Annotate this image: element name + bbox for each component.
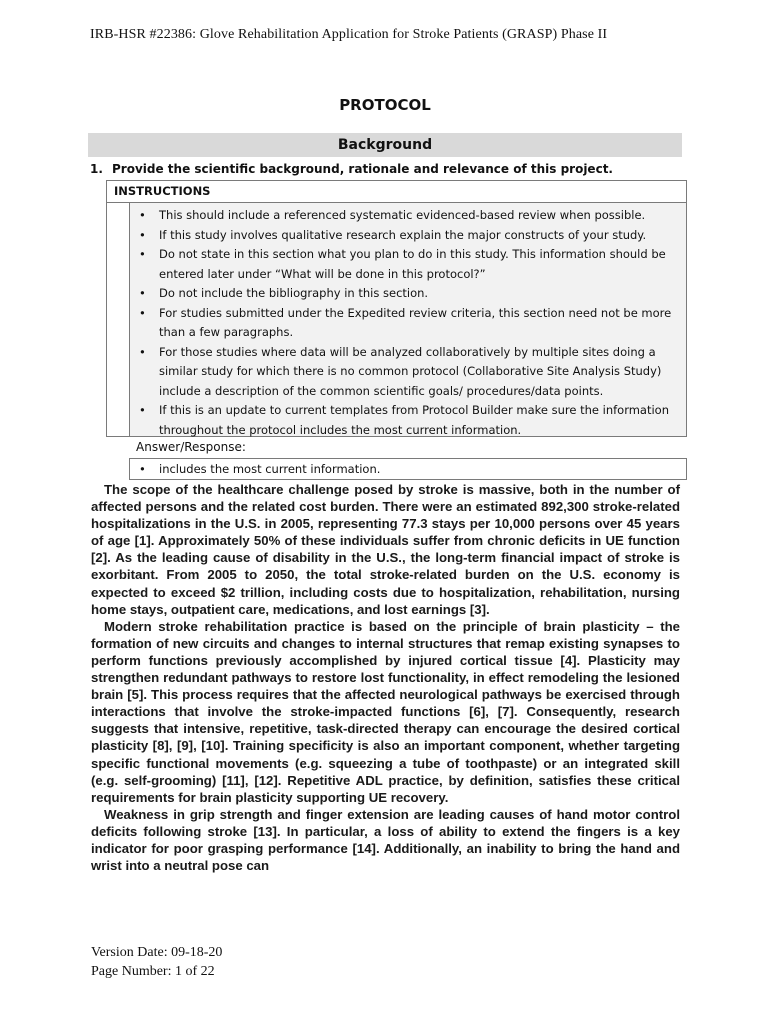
body-paragraph: Modern stroke rehabilitation practice is based on the principle of brain plasticity – the formation of new circuits and changes to internal structures that remap existing synapses to perform functions previously accomplished by injured cortical tissue [4]. Plasticity may strengthen redundant pathways to restore lost functionality, in effect remodeling the lesioned brain [5]. This process requires that the affected neurological pathways be exercised through interactions that involve the stroke-impacted functions [6], [7]. Consequently, research suggests that intensive, repetitive, task-directed therapy can encourage the desired cortical plasticity [8], [9], [10]. Training specificity is also an important component, whether targeting specific functional movements (e.g. squeezing a tube of toothpaste) or an integrated skill (e.g. self-grooming) [11], [12]. Repetitive ADL practice, by definition, satisfies these critical requirements for brain plasticity supporting UE recovery. xyxy=(91,618,680,805)
running-header: IRB-HSR #22386: Glove Rehabilitation Application for Stroke Patients (GRASP) Phase II xyxy=(90,27,608,42)
instruction-item: • If this study involves qualitative research explain the major constructs of your study. xyxy=(139,226,684,246)
answer-text: includes the most current information. xyxy=(159,462,381,476)
answer-field[interactable] xyxy=(129,458,687,480)
instruction-item: • This should include a referenced systematic evidenced-based review when possible. xyxy=(139,206,684,226)
page-number: Page Number: 1 of 22 xyxy=(91,964,215,979)
section-title: Background xyxy=(337,137,433,153)
question-text: Provide the scientific background, rationale and relevance of this project. xyxy=(112,162,613,176)
bullet-icon: • xyxy=(139,462,146,476)
instructions-margin xyxy=(107,203,130,436)
body-paragraph: Weakness in grip strength and finger extension are leading causes of hand motor control deficits following stroke [13]. In particular, a loss of ability to extend the fingers is a key indicator for poor grasping performance [14]. Additionally, an inability to bring the hand and wrist into a neutral pose can xyxy=(91,806,680,874)
instruction-item: • For those studies where data will be analyzed collaboratively by multiple sites doing a similar study for which there is no common protocol (Collaborative Site Analysis Study) include a description of the common scientific goals/ procedures/data points. xyxy=(139,344,662,398)
instruction-item: • Do not include the bibliography in this section. xyxy=(139,284,684,304)
bullet-icon: • xyxy=(139,208,146,222)
section-heading-bar xyxy=(88,133,682,157)
bullet-icon: • xyxy=(139,305,146,320)
bullet-icon: • xyxy=(139,227,146,242)
question-1 xyxy=(90,162,690,176)
instruction-item: • Do not state in this section what you plan to do in this study. This information should be entered later under “What will be done in this protocol?” xyxy=(139,247,666,281)
instructions-list xyxy=(139,206,684,440)
bullet-icon: • xyxy=(139,403,146,417)
protocol-title: PROTOCOL xyxy=(339,96,431,114)
question-number: 1. xyxy=(90,162,103,176)
answer-label: Answer/Response: xyxy=(136,440,246,454)
instructions-box xyxy=(106,180,687,437)
page-footer xyxy=(91,943,222,981)
instruction-item: • If this is an update to current templates from Protocol Builder make sure the information throughout the protocol includes the most current information. xyxy=(139,403,670,437)
instruction-item: • For studies submitted under the Expedited review criteria, this section need not be more than a few paragraphs. xyxy=(139,305,672,339)
body-paragraph: The scope of the healthcare challenge posed by stroke is massive, both in the number of affected persons and the related cost burden. There were an estimated 892,300 stroke-related hospitalizations in the U.S. in 2005, representing 77.3 stays per 10,000 persons over 45 years of age [1]. Approximately 50% of these individuals suffer from chronic deficits in UE function [2]. As the leading cause of disability in the U.S., the long-term financial impact of stroke is exorbitant. From 2005 to 2050, the total stroke-related burden on the U.S. economy is expected to exceed $2 trillion, including costs due to hospitalization, rehabilitation, nursing home stays, outpatient care, medications, and lost earnings [3]. xyxy=(91,482,680,617)
bullet-icon: • xyxy=(139,286,146,300)
bullet-icon: • xyxy=(139,344,146,359)
bullet-icon: • xyxy=(139,247,146,261)
version-date: Version Date: 09-18-20 xyxy=(91,945,223,960)
background-body xyxy=(91,481,680,874)
instructions-heading: INSTRUCTIONS xyxy=(107,181,686,203)
